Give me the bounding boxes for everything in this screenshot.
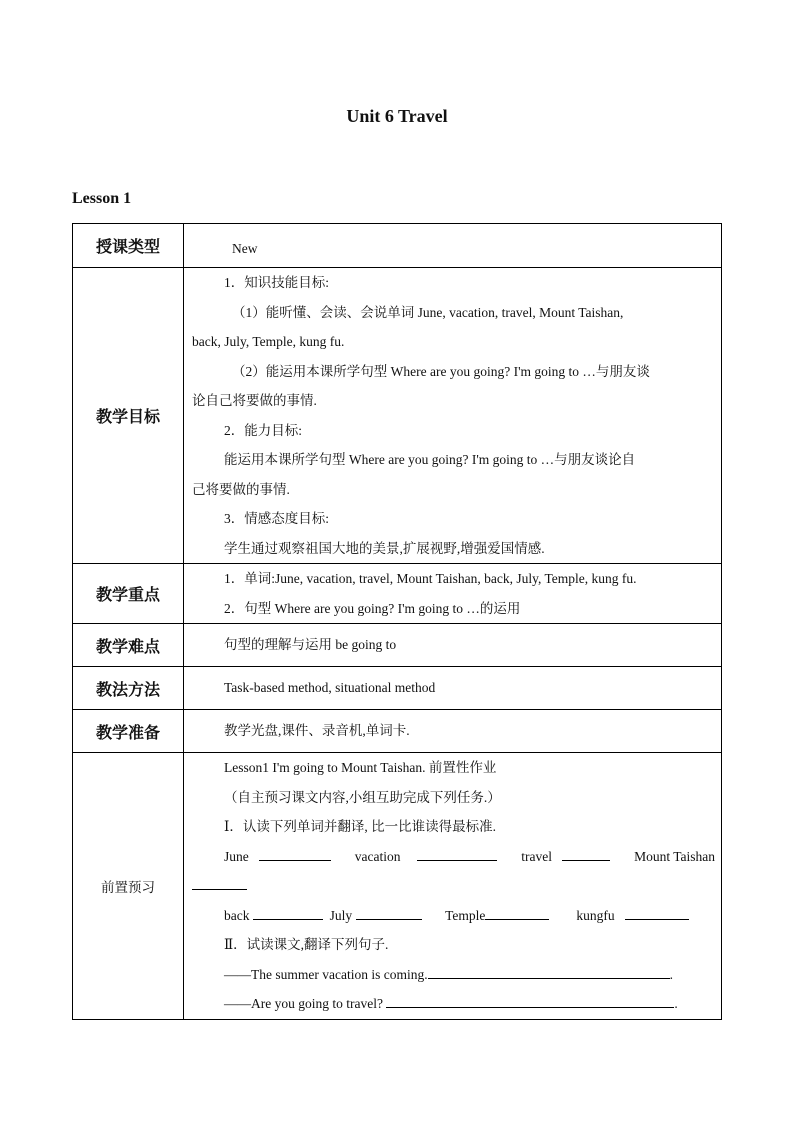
sentence-2: ——Are you going to travel? <box>224 996 383 1011</box>
word-travel-group <box>521 842 610 872</box>
blank-vacation[interactable] <box>417 846 497 861</box>
sentence-row-1: ——The summer vacation is coming. . <box>192 960 715 990</box>
blank-back[interactable] <box>253 905 323 920</box>
word-june-group <box>224 842 331 872</box>
label-difficult-points: 教学难点 <box>73 624 184 667</box>
cell-teaching-goals <box>184 268 722 564</box>
preview-task1: Ⅰ．认读下列单词并翻译, 比一比谁读得最标准. <box>224 819 496 834</box>
blank-row-mount <box>192 871 715 901</box>
method-value: Task-based method, situational method <box>224 680 436 696</box>
cell-teaching-method <box>184 667 722 710</box>
word-mount-taishan: Mount Taishan <box>634 848 715 864</box>
key-line1: 1．单词:June, vacation, travel, Mount Taishan, back, July, Temple, kung fu. <box>224 571 637 586</box>
blank-july[interactable] <box>356 905 422 920</box>
blank-temple[interactable] <box>485 905 549 920</box>
preview-line1: Lesson1 I'm going to Mount Taishan. 前置性作业 <box>224 760 497 775</box>
goal2-line1: 能运用本课所学句型 Where are you going? I'm going to …与朋友谈论自 <box>224 452 636 467</box>
label-teaching-goals: 教学目标 <box>73 268 184 564</box>
cell-key-points <box>184 564 722 624</box>
row-lesson-type <box>73 224 722 268</box>
word-july: July <box>329 907 353 923</box>
row-teaching-goals <box>73 268 722 564</box>
word-travel: travel <box>521 848 553 864</box>
sentence-1: ——The summer vacation is coming. <box>224 966 428 982</box>
cell-teaching-prep <box>184 710 722 753</box>
goal1b-line2: 论自己将要做的事情. <box>192 393 317 408</box>
word-vacation-group <box>355 842 498 872</box>
difficult-value: 句型的理解与运用 be going to <box>224 637 397 653</box>
goal1-title: 1．知识技能目标: <box>224 275 330 290</box>
row-key-points <box>73 564 722 624</box>
key-line2: 2．句型 Where are you going? I'm going to …的运用 <box>224 600 521 616</box>
lesson-heading: Lesson 1 <box>72 190 132 207</box>
goal1b-line1: （2）能运用本课所学句型 Where are you going? I'm going to …与朋友谈 <box>232 363 650 379</box>
label-lesson-type: 授课类型 <box>73 224 184 268</box>
goal1a-line2: back, July, Temple, kung fu. <box>192 334 345 349</box>
label-preview: 前置预习 <box>73 753 184 1020</box>
goal2-line2: 己将要做的事情. <box>192 481 290 497</box>
lesson-plan-table <box>72 223 722 1020</box>
word-june: June <box>224 848 249 864</box>
goal3-title: 3．情感态度目标: <box>224 511 330 526</box>
word-temple: Temple <box>445 907 486 923</box>
blank-travel[interactable] <box>562 846 610 861</box>
document-title: Unit 6 Travel <box>346 106 448 126</box>
blank-sentence-1[interactable] <box>428 964 670 979</box>
prep-value: 教学光盘,课件、录音机,单词卡. <box>224 723 410 739</box>
blank-kungfu[interactable] <box>625 905 689 920</box>
label-teaching-method: 教法方法 <box>73 667 184 710</box>
row-teaching-method <box>73 667 722 710</box>
sentence-row-2: ——Are you going to travel? . <box>192 989 715 1019</box>
label-key-points: 教学重点 <box>73 564 184 624</box>
row-teaching-prep <box>73 710 722 753</box>
word-vacation: vacation <box>354 848 401 864</box>
goal1a-line1: （1）能听懂、会读、会说单词 June, vacation, travel, Mount Taishan, <box>232 304 624 320</box>
word-kungfu: kungfu <box>576 907 615 923</box>
blank-mount-taishan[interactable] <box>192 875 247 890</box>
cell-preview <box>184 753 722 1020</box>
preview-line2: （自主预习课文内容,小组互助完成下列任务.） <box>224 789 501 805</box>
word-row-2 <box>192 901 715 931</box>
preview-task2: Ⅱ．试读课文,翻译下列句子. <box>224 937 389 952</box>
lesson-type-value: New <box>232 240 258 256</box>
blank-sentence-2[interactable] <box>386 993 674 1008</box>
word-back: back <box>224 907 250 923</box>
row-preview <box>73 753 722 1020</box>
goal3-line1: 学生通过观察祖国大地的美景,扩展视野,增强爱国情感. <box>224 540 545 556</box>
row-difficult-points <box>73 624 722 667</box>
goal2-title: 2．能力目标: <box>224 422 303 438</box>
label-teaching-prep: 教学准备 <box>73 710 184 753</box>
cell-lesson-type <box>184 224 722 268</box>
word-row-1 <box>192 842 715 872</box>
cell-difficult-points <box>184 624 722 667</box>
blank-june[interactable] <box>259 846 331 861</box>
